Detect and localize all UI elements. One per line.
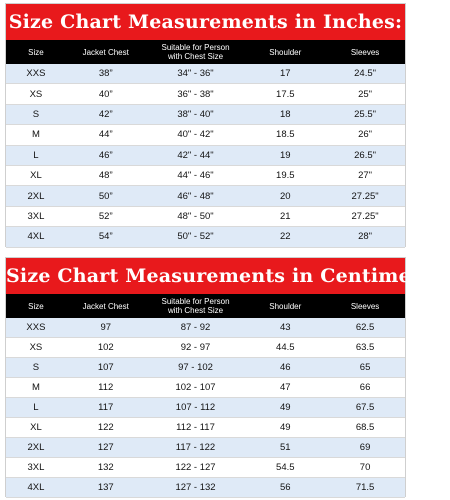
cell-sleeves: 28" — [358, 231, 373, 243]
cell-sleeves: 62.5 — [355, 322, 375, 333]
cell-jacket-chest: 40” — [98, 88, 113, 100]
cell-suitable-chest: 42" - 44" — [177, 149, 214, 161]
table-row — [6, 207, 405, 227]
cell-shoulder: 43 — [280, 322, 291, 333]
header-suitable-line1: Suitable for Person — [161, 43, 230, 52]
cell-suitable-chest: 46" - 48" — [177, 190, 214, 202]
cell-suitable-chest: 34" - 36" — [177, 68, 214, 80]
cell-suitable-chest: 107 - 112 — [175, 402, 216, 413]
header-sleeves: Sleeves — [350, 301, 380, 311]
cell-size: 2XL — [27, 442, 45, 453]
cell-jacket-chest: 48” — [98, 170, 113, 182]
table-row — [6, 458, 405, 478]
cell-size: 4XL — [27, 482, 45, 493]
cell-size: S — [32, 362, 40, 373]
cell-size: L — [33, 149, 39, 161]
cell-sleeves: 68.5 — [355, 422, 375, 433]
cell-sleeves: 69 — [359, 442, 371, 453]
header-shoulder: Shoulder — [269, 47, 302, 57]
cell-sleeves: 63.5 — [355, 342, 375, 353]
cell-shoulder: 49 — [280, 402, 291, 413]
table-row — [6, 166, 405, 186]
table-row — [6, 398, 405, 418]
cell-shoulder: 19 — [280, 149, 291, 161]
cell-jacket-chest: 50” — [98, 190, 113, 202]
table-row — [6, 338, 405, 358]
cell-sleeves: 71.5 — [355, 482, 375, 493]
cell-sleeves: 24.5" — [354, 68, 377, 80]
cell-jacket-chest: 38” — [98, 68, 113, 80]
cell-suitable-chest: 112 - 117 — [176, 422, 215, 433]
cell-shoulder: 51 — [280, 442, 291, 453]
header-suitable-chest — [146, 43, 246, 61]
cell-shoulder: 17 — [280, 68, 291, 80]
cell-size: XL — [30, 170, 42, 182]
cell-suitable-chest: 44" - 46" — [177, 170, 214, 182]
cell-jacket-chest: 117 — [98, 402, 114, 413]
cell-suitable-chest: 117 - 122 — [175, 442, 216, 453]
cell-jacket-chest: 44” — [98, 129, 113, 141]
cell-jacket-chest: 54” — [98, 231, 113, 243]
cell-shoulder: 20 — [280, 190, 291, 202]
inches-title: Size Chart Measurements in Inches: — [6, 4, 405, 40]
cell-suitable-chest: 36" - 38" — [177, 88, 214, 100]
cell-jacket-chest: 112 — [98, 382, 114, 393]
cell-shoulder: 18 — [280, 108, 291, 120]
table-row — [6, 478, 405, 498]
cell-suitable-chest: 87 - 92 — [180, 322, 211, 333]
cell-jacket-chest: 102 — [97, 342, 114, 353]
cell-shoulder: 49 — [280, 422, 291, 433]
cell-size: XS — [29, 88, 43, 100]
cell-jacket-chest: 107 — [97, 362, 114, 373]
cell-size: L — [33, 402, 39, 413]
header-jacket-chest: Jacket Chest — [82, 47, 129, 57]
cell-jacket-chest: 46” — [98, 149, 113, 161]
table-row — [6, 418, 405, 438]
cell-jacket-chest: 97 — [100, 322, 112, 333]
header-suitable-line2: with Chest Size — [167, 306, 224, 315]
cell-jacket-chest: 127 — [97, 442, 114, 453]
inches-rows — [6, 64, 405, 248]
cell-shoulder: 56 — [280, 482, 291, 493]
cell-jacket-chest: 132 — [97, 462, 114, 473]
cell-shoulder: 47 — [280, 382, 291, 393]
cell-size: 2XL — [27, 190, 45, 202]
cell-size: 3XL — [27, 210, 45, 222]
cell-suitable-chest: 127 - 132 — [175, 482, 216, 493]
cell-sleeves: 65 — [359, 362, 371, 373]
table-row — [6, 318, 405, 338]
header-suitable-line2: with Chest Size — [167, 52, 224, 61]
table-row — [6, 358, 405, 378]
cell-suitable-chest: 38" - 40" — [177, 108, 214, 120]
table-row — [6, 378, 405, 398]
cell-suitable-chest: 48" - 50" — [177, 210, 214, 222]
table-row — [6, 84, 405, 104]
cell-jacket-chest: 137 — [97, 482, 114, 493]
centimeter-title: Size Chart Measurements in Centimeter: — [6, 258, 405, 294]
cell-size: S — [32, 108, 40, 120]
cell-size: XXS — [26, 322, 46, 333]
header-size: Size — [28, 47, 44, 57]
inches-header-row — [6, 40, 405, 64]
header-suitable-line1: Suitable for Person — [161, 297, 230, 306]
cell-sleeves: 67.5 — [355, 402, 375, 413]
cell-shoulder: 54.5 — [276, 462, 295, 473]
cell-size: XS — [29, 342, 43, 353]
header-suitable-chest — [146, 297, 246, 315]
cell-size: XL — [30, 422, 42, 433]
cell-shoulder: 46 — [280, 362, 291, 373]
cell-sleeves: 27.25" — [351, 210, 379, 222]
cell-shoulder: 22 — [280, 231, 291, 243]
cell-sleeves: 70 — [359, 462, 371, 473]
size-chart-centimeter — [5, 257, 450, 497]
cell-size: M — [31, 382, 40, 393]
cell-suitable-chest: 50" - 52" — [177, 231, 214, 243]
cell-shoulder: 19.5 — [276, 170, 295, 182]
table-row — [6, 105, 405, 125]
cell-jacket-chest: 52” — [98, 210, 113, 222]
cell-suitable-chest: 102 - 107 — [175, 382, 216, 393]
header-size: Size — [28, 301, 44, 311]
cell-suitable-chest: 97 - 102 — [178, 362, 213, 373]
cell-jacket-chest: 122 — [97, 422, 114, 433]
cell-shoulder: 18.5 — [276, 129, 295, 141]
cell-size: 4XL — [27, 231, 45, 243]
table-row — [6, 64, 405, 84]
cell-sleeves: 25" — [358, 88, 373, 100]
cell-size: XXS — [26, 68, 46, 80]
cell-suitable-chest: 92 - 97 — [180, 342, 211, 353]
cell-jacket-chest: 42” — [98, 108, 113, 120]
cell-sleeves: 27.25" — [351, 190, 379, 202]
header-sleeves: Sleeves — [350, 47, 380, 57]
cell-sleeves: 25.5" — [354, 108, 377, 120]
table-row — [6, 186, 405, 206]
cell-sleeves: 26.5" — [354, 149, 377, 161]
cell-shoulder: 17.5 — [276, 88, 295, 100]
header-jacket-chest: Jacket Chest — [82, 301, 129, 311]
table-row — [6, 146, 405, 166]
centimeter-header-row — [6, 294, 405, 318]
cell-suitable-chest: 40" - 42" — [177, 129, 214, 141]
cell-shoulder: 21 — [280, 210, 291, 222]
cell-sleeves: 26" — [358, 129, 373, 141]
size-chart-inches — [5, 3, 406, 247]
cell-size: 3XL — [27, 462, 45, 473]
table-row — [6, 125, 405, 145]
table-row — [6, 438, 405, 458]
table-row — [6, 227, 405, 247]
cell-suitable-chest: 122 - 127 — [175, 462, 216, 473]
header-shoulder: Shoulder — [269, 301, 302, 311]
centimeter-rows — [6, 318, 405, 498]
cell-sleeves: 27" — [358, 170, 373, 182]
cell-shoulder: 44.5 — [276, 342, 295, 353]
cell-size: M — [31, 129, 40, 141]
cell-sleeves: 66 — [359, 382, 371, 393]
